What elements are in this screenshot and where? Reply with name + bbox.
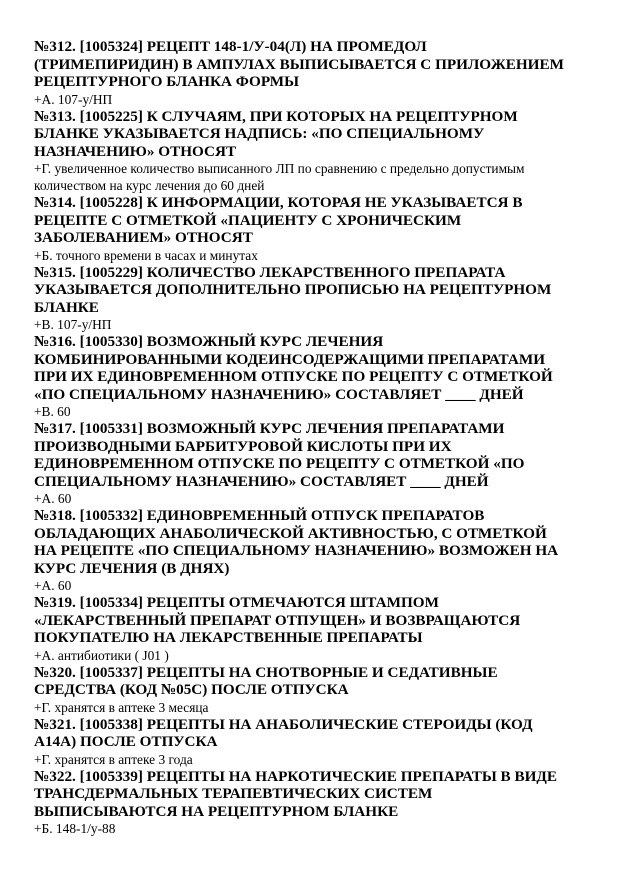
question-315: [34, 264, 572, 334]
question-title: №322. [1005339] РЕЦЕПТЫ НА НАРКОТИЧЕСКИЕ ПРЕПАРАТЫ В ВИДЕ ТРАНСДЕРМАЛЬНЫХ ТЕРАПЕВТИЧЕСКИХ СИСТЕМ ВЫПИСЫВАЮТСЯ НА РЕЦЕПТУРНОМ БЛАНКЕ: [34, 767, 557, 820]
question-316: [34, 333, 572, 420]
question-312: [34, 38, 572, 108]
question-317: [34, 420, 572, 507]
question-answer: +А. 60: [34, 491, 72, 506]
question-title: №316. [1005330] ВОЗМОЖНЫЙ КУРС ЛЕЧЕНИЯ КОМБИНИРОВАННЫМИ КОДЕИНСОДЕРЖАЩИМИ ПРЕПАРАТАМИ ПРИ ИХ ЕДИНОВРЕМЕННОМ ОТПУСКЕ ПО РЕЦЕПТУ С ОТМЕТКОЙ «ПО СПЕЦИАЛЬНОМУ НАЗНАЧЕНИЮ» СОСТАВЛЯЕТ ____ ДНЕЙ: [34, 333, 553, 403]
question-answer: +А. 60: [34, 578, 72, 593]
question-answer: +Г. увеличенное количество выписанного ЛП по сравнению с предельно допустимым количеством на курс лечения до 60 дней: [34, 161, 525, 193]
question-answer: +В. 107-у/НП: [34, 317, 112, 332]
question-answer: +Г. хранятся в аптеке 3 месяца: [34, 699, 209, 715]
question-answer: +Б. 148-1/у-88: [34, 821, 116, 836]
question-319: [34, 594, 572, 664]
question-318: [34, 507, 572, 594]
question-title: №319. [1005334] РЕЦЕПТЫ ОТМЕЧАЮТСЯ ШТАМПОМ «ЛЕКАРСТВЕННЫЙ ПРЕПАРАТ ОТПУЩЕН» И ВОЗВРАЩАЮТСЯ ПОКУПАТЕЛЮ НА ЛЕКАРСТВЕННЫЕ ПРЕПАРАТЫ: [34, 594, 521, 646]
question-answer: +А. антибиотики ( J01 ): [34, 647, 169, 663]
question-title: №320. [1005337] РЕЦЕПТЫ НА СНОТВОРНЫЕ И СЕДАТИВНЫЕ СРЕДСТВА (КОД №05С) ПОСЛЕ ОТПУСКА: [34, 663, 498, 698]
question-title: №312. [1005324] РЕЦЕПТ 148-1/У-04(Л) НА ПРОМЕДОЛ (ТРИМЕПИРИДИН) В АМПУЛАХ ВЫПИСЫВАЕТСЯ С ПРИЛОЖЕНИЕМ РЕЦЕПТУРНОГО БЛАНКА ФОРМЫ: [34, 38, 564, 90]
question-answer: +Б. точного времени в часах и минутах: [34, 247, 258, 263]
question-answer: +А. 107-у/НП: [34, 91, 113, 107]
question-title: №318. [1005332] ЕДИНОВРЕМЕННЫЙ ОТПУСК ПРЕПАРАТОВ ОБЛАДАЮЩИХ АНАБОЛИЧЕСКОЙ АКТИВНОСТЬЮ, С ОТМЕТКОЙ НА РЕЦЕПТЕ «ПО СПЕЦИАЛЬНОМУ НАЗНАЧЕНИЮ» ВОЗМОЖЕН НА КУРС ЛЕЧЕНИЯ (В ДНЯХ): [34, 507, 559, 577]
question-title: №315. [1005229] КОЛИЧЕСТВО ЛЕКАРСТВЕННОГО ПРЕПАРАТА УКАЗЫВАЕТСЯ ДОПОЛНИТЕЛЬНО ПРОПИСЬЮ НА РЕЦЕПТУРНОМ БЛАНКЕ: [34, 263, 552, 316]
question-answer: +В. 60: [34, 404, 71, 419]
question-314: [34, 194, 572, 264]
question-322: [34, 768, 572, 838]
question-320: [34, 664, 572, 716]
question-title: №313. [1005225] К СЛУЧАЯМ, ПРИ КОТОРЫХ НА РЕЦЕПТУРНОМ БЛАНКЕ УКАЗЫВАЕТСЯ НАДПИСЬ: «ПО СПЕЦИАЛЬНОМУ НАЗНАЧЕНИЮ» ОТНОСЯТ: [34, 107, 518, 160]
question-321: [34, 716, 572, 768]
question-title: №321. [1005338] РЕЦЕПТЫ НА АНАБОЛИЧЕСКИЕ СТЕРОИДЫ (КОД А14А) ПОСЛЕ ОТПУСКА: [34, 715, 533, 750]
question-answer: +Г. хранятся в аптеке 3 года: [34, 751, 193, 767]
question-title: №317. [1005331] ВОЗМОЖНЫЙ КУРС ЛЕЧЕНИЯ ПРЕПАРАТАМИ ПРОИЗВОДНЫМИ БАРБИТУРОВОЙ КИСЛОТЫ ПРИ ИХ ЕДИНОВРЕМЕННОМ ОТПУСКЕ ПО РЕЦЕПТУ С ОТМЕТКОЙ «ПО СПЕЦИАЛЬНОМУ НАЗНАЧЕНИЮ» СОСТАВЛЯЕТ ____ ДНЕЙ: [34, 420, 525, 490]
question-title: №314. [1005228] К ИНФОРМАЦИИ, КОТОРАЯ НЕ УКАЗЫВАЕТСЯ В РЕЦЕПТЕ С ОТМЕТКОЙ «ПАЦИЕНТУ С ХРОНИЧЕСКИМ ЗАБОЛЕВАНИЕМ» ОТНОСЯТ: [34, 194, 523, 246]
question-313: [34, 108, 572, 195]
